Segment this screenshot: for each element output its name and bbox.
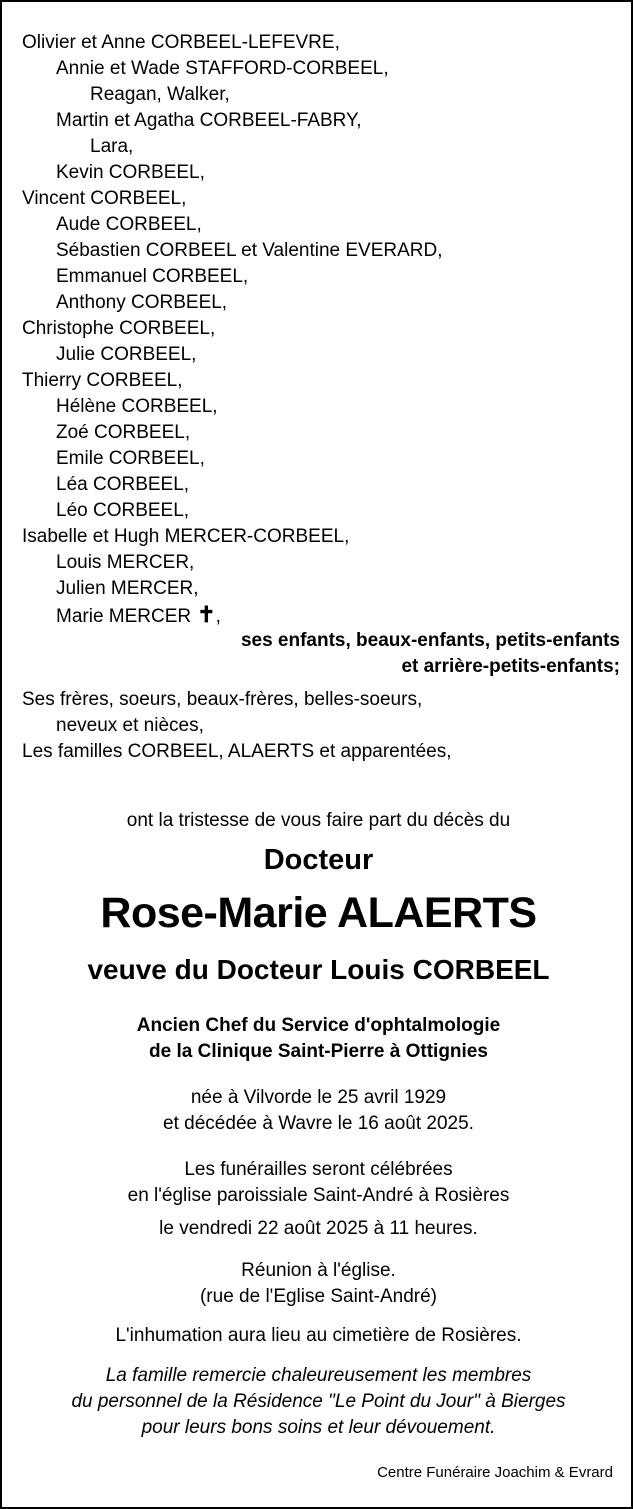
family-summary-line: et arrière-petits-enfants; <box>401 656 620 677</box>
family-line: Vincent CORBEEL, <box>22 188 187 209</box>
family-line: Zoé CORBEEL, <box>56 422 191 443</box>
family-line: Léa CORBEEL, <box>56 474 190 495</box>
family-line: Aude CORBEEL, <box>56 214 202 235</box>
funeral-line-3: le vendredi 22 août 2025 à 11 heures. <box>159 1218 478 1239</box>
title-prefix: Docteur <box>263 844 374 876</box>
thanks-line-3: pour leurs bons soins et leur dévouement. <box>141 1417 496 1438</box>
family-line: Martin et Agatha CORBEEL-FABRY, <box>56 110 362 131</box>
family-line: Louis MERCER, <box>56 552 195 573</box>
family-summary-line: ses enfants, beaux-enfants, petits-enfants <box>240 630 620 651</box>
position-line-1: Ancien Chef du Service d'ophtalmologie <box>136 1015 501 1036</box>
death-text: et décédée à Wavre le 16 août 2025. <box>163 1113 474 1134</box>
burial-text: L'inhumation aura lieu au cimetière de Rosières. <box>115 1325 522 1346</box>
position-line-2: de la Clinique Saint-Pierre à Ottignies <box>149 1041 488 1062</box>
birth-text: née à Vilvorde le 25 avril 1929 <box>190 1087 447 1108</box>
relatives-list <box>22 687 622 765</box>
family-line: Lara, <box>90 136 134 157</box>
family-line: Sébastien CORBEEL et Valentine EVERARD, <box>56 240 443 261</box>
family-line: Reagan, Walker, <box>90 84 230 105</box>
relatives-line: Les familles CORBEEL, ALAERTS et apparentées, <box>22 741 452 762</box>
family-line <box>22 602 622 628</box>
relatives-line: Ses frères, soeurs, beaux-frères, belles-soeurs, <box>22 689 423 710</box>
family-line: Emile CORBEEL, <box>56 448 205 469</box>
family-list <box>22 30 622 680</box>
family-line: Julie CORBEEL, <box>56 344 197 365</box>
family-line: Christophe CORBEEL, <box>22 318 216 339</box>
deceased-name: Rose-Marie ALAERTS <box>100 889 537 937</box>
family-name: Marie MERCER <box>56 606 192 627</box>
family-line: Léo CORBEEL, <box>56 500 190 521</box>
meeting-line-1: Réunion à l'église. <box>241 1260 396 1281</box>
funeral-line-2: en l'église paroissiale Saint-André à Rosières <box>127 1185 510 1206</box>
thanks-line-1: La famille remercie chaleureusement les membres <box>105 1365 532 1386</box>
comma: , <box>215 606 221 627</box>
family-line: Kevin CORBEEL, <box>56 162 205 183</box>
family-line: Isabelle et Hugh MERCER-CORBEEL, <box>22 526 350 547</box>
family-line: Thierry CORBEEL, <box>22 370 183 391</box>
family-line: Emmanuel CORBEEL, <box>56 266 249 287</box>
funeral-home-credit: Centre Funéraire Joachim & Evrard <box>377 1464 613 1481</box>
meeting-line-2: (rue de l'Eglise Saint-André) <box>199 1286 438 1307</box>
relatives-line: neveux et nièces, <box>56 715 204 736</box>
family-line: Hélène CORBEEL, <box>56 396 218 417</box>
family-line: Anthony CORBEEL, <box>56 292 228 313</box>
family-line: Julien MERCER, <box>56 578 199 599</box>
announcement-text: ont la tristesse de vous faire part du décès du <box>126 810 511 831</box>
family-line: Annie et Wade STAFFORD-CORBEEL, <box>56 58 389 79</box>
thanks-line-2: du personnel de la Résidence "Le Point du Jour" à Bierges <box>71 1391 566 1412</box>
family-line: Olivier et Anne CORBEEL-LEFEVRE, <box>22 32 340 53</box>
widow-of-text: veuve du Docteur Louis CORBEEL <box>87 954 550 985</box>
funeral-line-1: Les funérailles seront célébrées <box>184 1159 453 1180</box>
cross-icon: ✝ <box>197 602 216 627</box>
